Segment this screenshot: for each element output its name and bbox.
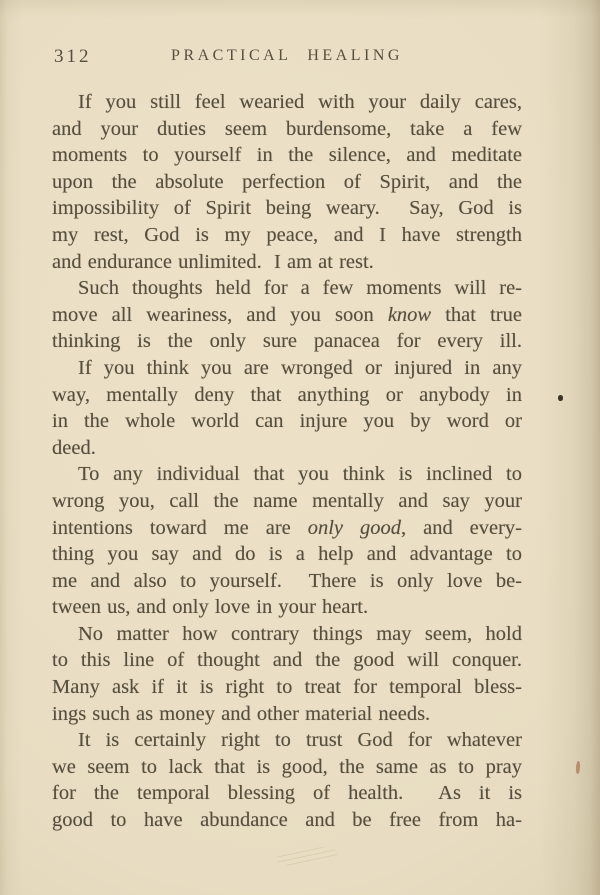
text-segment: To any individual that you think is inclined to: [78, 463, 522, 486]
text-segment: my rest, God is my peace, and I have strength: [52, 223, 522, 246]
text-segment: way, mentally deny that anything or anybody in: [52, 383, 522, 406]
text-line: [52, 541, 522, 568]
text-line: [52, 222, 522, 249]
text-segment: move all weariness, and you soon: [52, 303, 388, 326]
text-line: [52, 807, 522, 834]
text-line: [52, 382, 522, 409]
text-segment: ings such as money and other material needs.: [52, 702, 431, 725]
text-segment: Many ask if it is right to treat for temporal bless-: [52, 676, 522, 699]
text-line: [52, 408, 522, 435]
red-fiber: [576, 761, 581, 774]
text-segment: , and every-: [401, 516, 523, 539]
text-segment: tween us, and only love in your heart.: [52, 596, 369, 619]
text-line: [52, 142, 522, 169]
text-segment: we seem to lack that is good, the same as to pray: [52, 755, 522, 778]
text-line: [52, 169, 522, 196]
text-line: [52, 727, 522, 754]
text-line: [52, 780, 522, 807]
text-segment: intentions toward me are: [52, 516, 308, 539]
text-segment: If you still feel wearied with your daily cares,: [78, 91, 522, 113]
text-segment: moments to yourself in the silence, and meditate: [52, 144, 522, 167]
italic-text: only good: [307, 516, 401, 539]
text-line: [52, 249, 522, 276]
text-segment: Such thoughts held for a few moments will re-: [78, 277, 522, 300]
page-header: [52, 44, 522, 72]
smudge: [275, 844, 339, 868]
text-segment: for the temporal blessing of health. As it is: [52, 782, 522, 805]
text-segment: in the whole world can injure you by word or: [52, 410, 522, 433]
text-line: [52, 355, 522, 382]
text-segment: No matter how contrary things may seem, hold: [78, 622, 522, 645]
text-segment: and your duties seem burdensome, take a few: [52, 117, 522, 140]
running-title: PRACTICAL HEALING: [171, 47, 403, 64]
text-line: [52, 568, 522, 595]
text-segment: impossibility of Spirit being weary. Say, God is: [52, 197, 522, 220]
text-line: [52, 302, 522, 329]
text-segment: If you think you are wronged or injured in any: [78, 356, 522, 379]
text-line: [52, 621, 522, 648]
text-segment: upon the absolute perfection of Spirit, and the: [52, 170, 522, 193]
text-segment: me and also to yourself. There is only love be-: [52, 569, 522, 592]
text-line: [52, 754, 522, 781]
text-segment: good to have abundance and be free from ha-: [52, 809, 522, 832]
text-line: [52, 701, 522, 728]
text-line: [52, 461, 522, 488]
text-line: [52, 328, 522, 355]
text-line: [52, 89, 522, 116]
text-line: [52, 594, 522, 621]
text-line: [52, 435, 522, 462]
ink-speck: [558, 395, 563, 401]
text-segment: It is certainly right to trust God for whatever: [78, 729, 522, 752]
text-segment: deed.: [52, 436, 96, 459]
text-line: [52, 674, 522, 701]
text-line: [52, 515, 522, 542]
text-line: [52, 195, 522, 222]
text-segment: thing you say and do is a help and advantage to: [52, 543, 522, 566]
text-segment: wrong you, call the name mentally and say your: [52, 489, 522, 512]
text-segment: that true: [431, 303, 522, 326]
text-segment: thinking is the only sure panacea for every ill.: [52, 330, 522, 353]
text-line: [52, 647, 522, 674]
text-line: [52, 488, 522, 515]
text-line: [52, 116, 522, 143]
text-segment: to this line of thought and the good will conquer.: [52, 649, 522, 672]
page-number: 312: [54, 46, 92, 67]
italic-text: know: [387, 303, 432, 326]
text-segment: and endurance unlimited. I am at rest.: [52, 250, 374, 273]
text-line: [52, 275, 522, 302]
page-text: [52, 89, 522, 834]
